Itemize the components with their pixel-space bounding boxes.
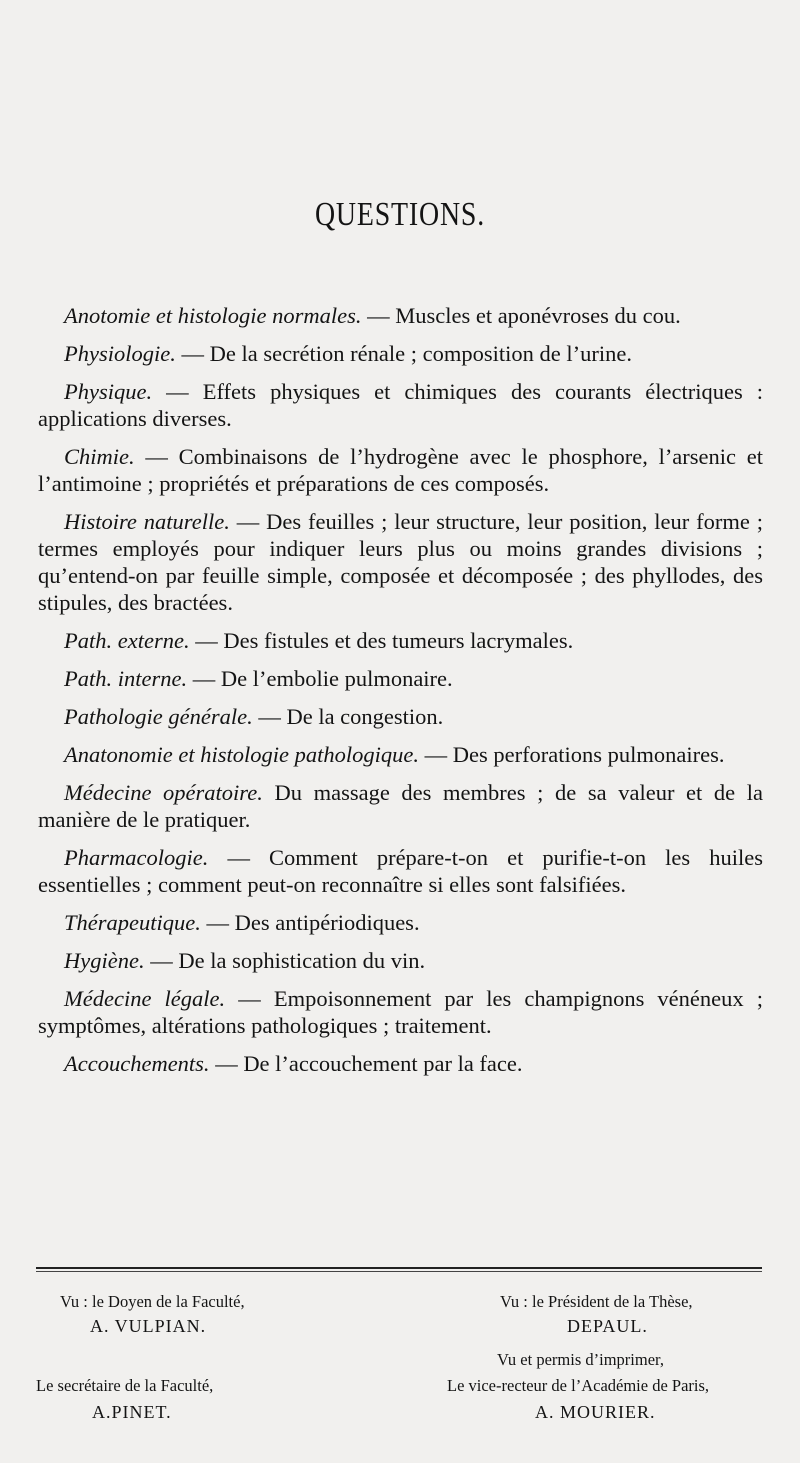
question-item [38, 627, 763, 654]
imprimer-label: Vu et permis d’imprimer, [497, 1350, 664, 1369]
question-item [38, 340, 763, 367]
question-topic: Accouchements. [64, 1051, 210, 1076]
question-item [38, 443, 763, 497]
question-topic: Anatonomie et histologie pathologique. [64, 742, 419, 767]
question-item [38, 985, 763, 1039]
question-topic: Pharmacologie. [64, 845, 209, 870]
question-text: Du massage des membres ; de sa valeur et de la manière de le pratiquer. [38, 780, 764, 832]
president-name: DEPAUL. [567, 1316, 648, 1336]
question-text: — De la secrétion rénale ; composition de l’urine. [181, 341, 632, 366]
question-topic: Thérapeutique. [64, 910, 201, 935]
question-text: — Muscles et aponévroses du cou. [367, 303, 681, 328]
question-topic: Path. interne. [64, 666, 188, 691]
question-topic: Path. externe. [64, 628, 190, 653]
question-text: — Comment prépare-t-on et purifie-t-on les huiles essentielles ; comment peut-on reconnaître si elles sont falsifiées. [38, 845, 763, 897]
divider-rule [36, 1267, 762, 1272]
president-label: Vu : le Président de la Thèse, [500, 1292, 693, 1311]
question-topic: Médecine légale. [64, 986, 226, 1011]
question-text: — Empoisonnement par les champignons vénéneux ; symptômes, altérations pathologiques ; traitement. [38, 986, 763, 1038]
doyen-name: A. VULPIAN. [90, 1316, 207, 1336]
question-item [38, 844, 763, 898]
question-topic: Chimie. [64, 444, 135, 469]
question-item [38, 1050, 763, 1077]
question-topic: Pathologie générale. [64, 704, 253, 729]
question-text: — De l’embolie pulmonaire. [192, 666, 453, 691]
question-text: — Combinaisons de l’hydrogène avec le phosphore, l’arsenic et l’antimoine ; propriétés et préparations de ces composés. [38, 444, 763, 496]
question-item [38, 302, 763, 329]
question-item [38, 779, 763, 833]
recteur-name: A. MOURIER. [535, 1402, 656, 1422]
question-text: — Des feuilles ; leur structure, leur position, leur forme ; termes employés pour indiquer leurs plus ou moins grandes divisions ; qu’entend-on par feuille simple, composée et décomposée ; des phyllodes, des stipules, des bractées. [38, 509, 763, 615]
recteur-label: Le vice-recteur de l’Académie de Paris, [447, 1376, 710, 1395]
secretaire-label: Le secrétaire de la Faculté, [36, 1376, 214, 1395]
doyen-label: Vu : le Doyen de la Faculté, [60, 1292, 245, 1311]
question-item [38, 909, 763, 936]
secretaire-name: A.PINET. [92, 1402, 172, 1422]
question-topic: Hygiène. [64, 948, 145, 973]
question-text: — Des perforations pulmonaires. [424, 742, 725, 767]
page-title: QUESTIONS. [314, 196, 486, 233]
question-item [38, 947, 763, 974]
question-item [38, 741, 763, 768]
question-topic: Anotomie et histologie normales. [64, 303, 362, 328]
question-topic: Histoire naturelle. [64, 509, 230, 534]
questions-list [38, 302, 763, 1088]
question-text: — Effets physiques et chimiques des courants électriques : applications diverses. [38, 379, 764, 431]
question-topic: Physiologie. [64, 341, 176, 366]
question-topic: Physique. [64, 379, 153, 404]
question-item [38, 378, 763, 432]
question-item [38, 508, 763, 616]
question-text: — Des antipériodiques. [206, 910, 420, 935]
question-text: — De la sophistication du vin. [150, 948, 426, 973]
question-topic: Médecine opératoire. [64, 780, 263, 805]
question-text: — Des fistules et des tumeurs lacrymales. [195, 628, 574, 653]
question-text: — De la congestion. [258, 704, 444, 729]
question-text: — De l’accouchement par la face. [215, 1051, 523, 1076]
question-item [38, 665, 763, 692]
question-item [38, 703, 763, 730]
